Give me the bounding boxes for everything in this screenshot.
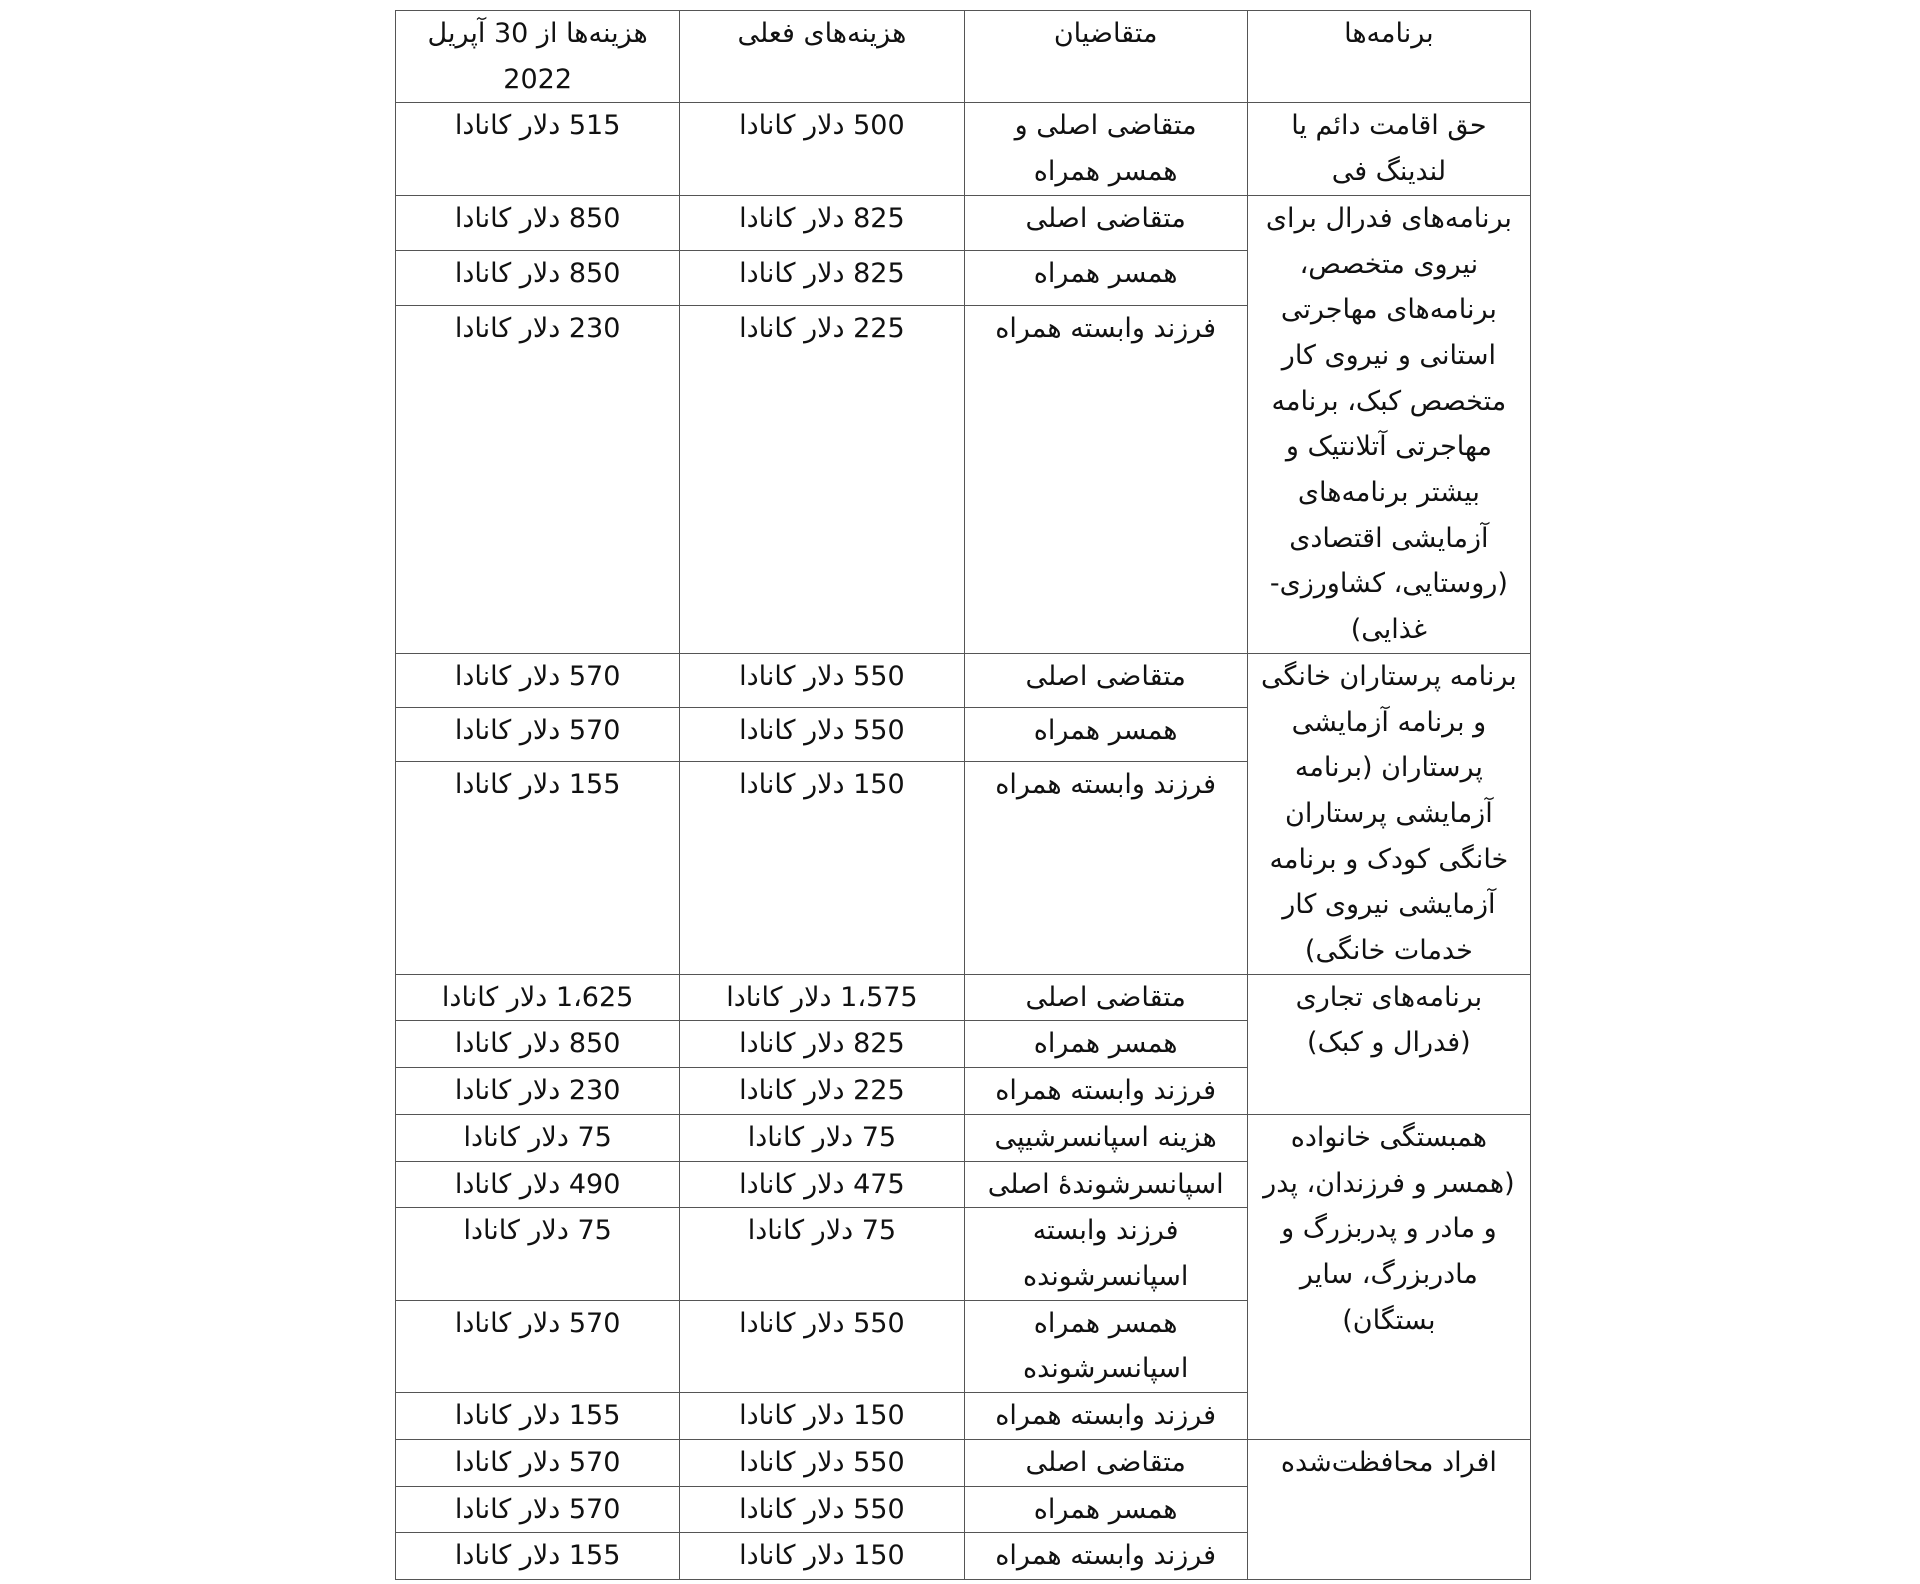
- current-fee-cell: 75 دلار کانادا: [680, 1208, 964, 1300]
- table-row: [396, 974, 1531, 1021]
- applicant-cell: همسر همراه: [964, 1021, 1247, 1068]
- current-fee-cell: 500 دلار کانادا: [680, 103, 964, 195]
- current-fee-cell: 550 دلار کانادا: [680, 707, 964, 761]
- current-fee-cell: 825 دلار کانادا: [680, 1021, 964, 1068]
- program-cell: حق اقامت دائم یا لندینگ فی: [1247, 103, 1530, 195]
- program-cell: برنامه‌های فدرال برای نیروی متخصص، برنامه‌های مهاجرتی استانی و نیروی کار متخصص کبک، برنامه مهاجرتی آتلانتیک و بیشتر برنامه‌های آزمایشی اقتصادی (روستایی، کشاورزی-غذایی): [1247, 195, 1530, 653]
- new-fee-cell: 75 دلار کانادا: [396, 1114, 680, 1161]
- table-row: [396, 1439, 1531, 1486]
- current-fee-cell: 825 دلار کانادا: [680, 195, 964, 250]
- current-fee-cell: 150 دلار کانادا: [680, 761, 964, 974]
- current-fee-cell: 550 دلار کانادا: [680, 1486, 964, 1533]
- new-fee-cell: 850 دلار کانادا: [396, 250, 680, 305]
- applicant-cell: هزینه اسپانسرشیپی: [964, 1114, 1247, 1161]
- applicant-cell: همسر همراه: [964, 1486, 1247, 1533]
- new-fee-cell: 75 دلار کانادا: [396, 1208, 680, 1300]
- header-new-fees: هزینه‌ها از 30 آپریل 2022: [396, 11, 680, 103]
- current-fee-cell: 550 دلار کانادا: [680, 653, 964, 707]
- applicant-cell: متقاضی اصلی: [964, 974, 1247, 1021]
- new-fee-cell: 850 دلار کانادا: [396, 1021, 680, 1068]
- new-fee-cell: 570 دلار کانادا: [396, 653, 680, 707]
- new-fee-cell: 155 دلار کانادا: [396, 761, 680, 974]
- fees-table: [395, 10, 1531, 1580]
- new-fee-cell: 570 دلار کانادا: [396, 1300, 680, 1392]
- header-current-fees: هزینه‌های فعلی: [680, 11, 964, 103]
- current-fee-cell: 550 دلار کانادا: [680, 1300, 964, 1392]
- new-fee-cell: 490 دلار کانادا: [396, 1161, 680, 1208]
- current-fee-cell: 150 دلار کانادا: [680, 1393, 964, 1440]
- current-fee-cell: 550 دلار کانادا: [680, 1439, 964, 1486]
- current-fee-cell: 225 دلار کانادا: [680, 1068, 964, 1115]
- program-cell: افراد محافظت‌شده: [1247, 1439, 1530, 1579]
- new-fee-cell: 155 دلار کانادا: [396, 1533, 680, 1580]
- current-fee-cell: 225 دلار کانادا: [680, 305, 964, 653]
- applicant-cell: متقاضی اصلی و همسر همراه: [964, 103, 1247, 195]
- applicant-cell: اسپانسرشوندهٔ اصلی: [964, 1161, 1247, 1208]
- applicant-cell: همسر همراه: [964, 250, 1247, 305]
- applicant-cell: همسر همراه اسپانسرشونده: [964, 1300, 1247, 1392]
- current-fee-cell: 75 دلار کانادا: [680, 1114, 964, 1161]
- new-fee-cell: 155 دلار کانادا: [396, 1393, 680, 1440]
- applicant-cell: فرزند وابسته همراه: [964, 1533, 1247, 1580]
- table-row: [396, 195, 1531, 250]
- current-fee-cell: 1،575 دلار کانادا: [680, 974, 964, 1021]
- table-row: [396, 1114, 1531, 1161]
- table-row: [396, 653, 1531, 707]
- new-fee-cell: 230 دلار کانادا: [396, 1068, 680, 1115]
- new-fee-cell: 1،625 دلار کانادا: [396, 974, 680, 1021]
- new-fee-cell: 570 دلار کانادا: [396, 1486, 680, 1533]
- applicant-cell: متقاضی اصلی: [964, 195, 1247, 250]
- new-fee-cell: 230 دلار کانادا: [396, 305, 680, 653]
- current-fee-cell: 825 دلار کانادا: [680, 250, 964, 305]
- applicant-cell: فرزند وابسته همراه: [964, 1393, 1247, 1440]
- new-fee-cell: 570 دلار کانادا: [396, 1439, 680, 1486]
- table-row: [396, 103, 1531, 195]
- program-cell: برنامه‌های تجاری (فدرال و کبک): [1247, 974, 1530, 1114]
- program-cell: برنامه پرستاران خانگی و برنامه آزمایشی پرستاران (برنامه آزمایشی پرستاران خانگی کودک و برنامه آزمایشی نیروی کار خدمات خانگی): [1247, 653, 1530, 974]
- applicant-cell: فرزند وابسته همراه: [964, 305, 1247, 653]
- table-header: [396, 11, 1531, 103]
- applicant-cell: فرزند وابسته اسپانسرشونده: [964, 1208, 1247, 1300]
- new-fee-cell: 515 دلار کانادا: [396, 103, 680, 195]
- program-cell: همبستگی خانواده (همسر و فرزندان، پدر و مادر و پدربزرگ و مادربزرگ، سایر بستگان): [1247, 1114, 1530, 1439]
- applicant-cell: فرزند وابسته همراه: [964, 1068, 1247, 1115]
- applicant-cell: متقاضی اصلی: [964, 1439, 1247, 1486]
- new-fee-cell: 570 دلار کانادا: [396, 707, 680, 761]
- applicant-cell: فرزند وابسته همراه: [964, 761, 1247, 974]
- current-fee-cell: 475 دلار کانادا: [680, 1161, 964, 1208]
- applicant-cell: همسر همراه: [964, 707, 1247, 761]
- applicant-cell: متقاضی اصلی: [964, 653, 1247, 707]
- table-body: [396, 103, 1531, 1580]
- header-row: [396, 11, 1531, 103]
- header-applicants: متقاضیان: [964, 11, 1247, 103]
- header-programs: برنامه‌ها: [1247, 11, 1530, 103]
- current-fee-cell: 150 دلار کانادا: [680, 1533, 964, 1580]
- new-fee-cell: 850 دلار کانادا: [396, 195, 680, 250]
